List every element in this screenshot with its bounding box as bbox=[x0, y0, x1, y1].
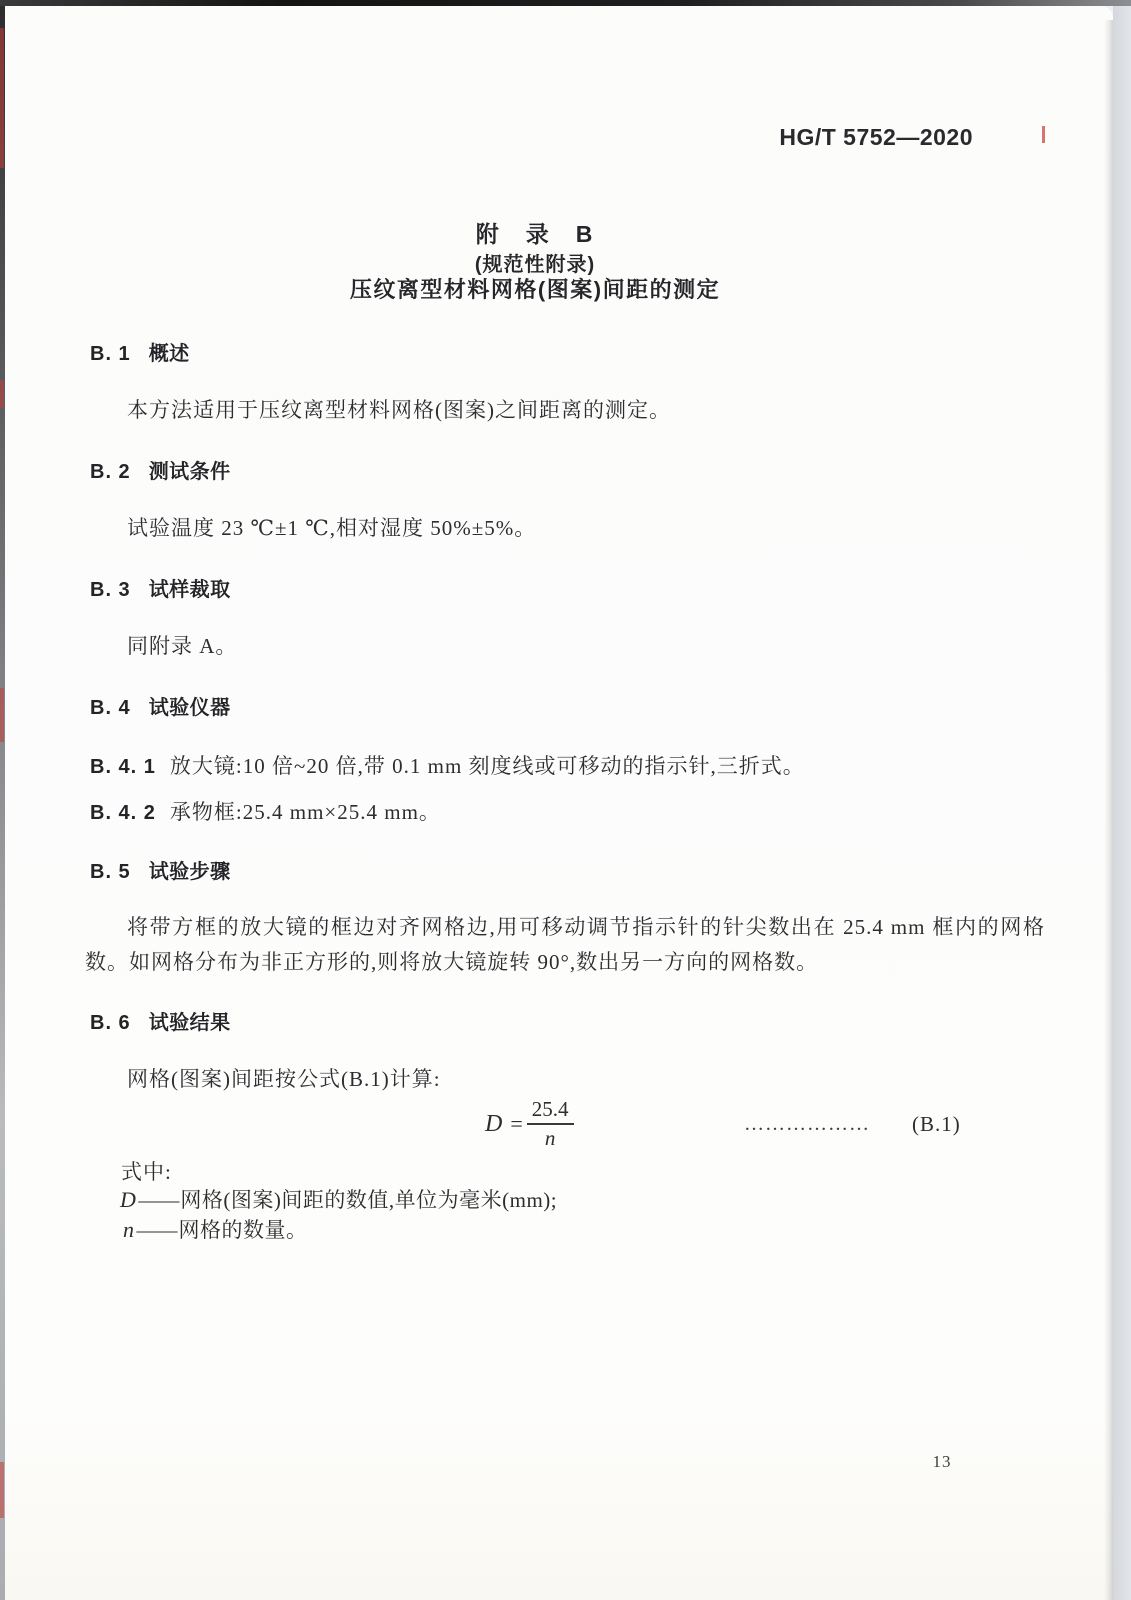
scan-red-mark bbox=[0, 28, 4, 168]
scan-edge-top bbox=[0, 0, 1131, 6]
section-heading-b3 bbox=[90, 573, 231, 602]
paragraph: 网格(图案)间距按公式(B.1)计算: bbox=[127, 1067, 441, 1091]
where-item-d bbox=[120, 1184, 557, 1214]
page-number: 13 bbox=[932, 1452, 952, 1471]
paragraph: 本方法适用于压纹离型材料网格(图案)之间距离的测定。 bbox=[127, 398, 671, 422]
symbol-description: 网格(图案)间距的数值,单位为毫米(mm); bbox=[180, 1188, 558, 1212]
dash: —— bbox=[136, 1218, 177, 1242]
symbol-description: 网格的数量。 bbox=[178, 1218, 308, 1242]
section-heading-b1 bbox=[90, 337, 190, 366]
formula-b1 bbox=[485, 1097, 574, 1151]
formula-dot-leader: ……………… bbox=[744, 1113, 870, 1135]
formula-label: (B.1) bbox=[912, 1112, 961, 1136]
fraction bbox=[527, 1097, 574, 1151]
scan-red-mark bbox=[0, 688, 4, 742]
section-number: B. 4 bbox=[90, 697, 131, 719]
standard-number-header: HG/T 5752—2020 bbox=[779, 124, 973, 150]
section-number: B. 1 bbox=[90, 343, 131, 365]
paragraph: 将带方框的放大镜的框边对齐网格边,用可移动调节指示针的针尖数出在 25.4 mm 框内的网格数。如网格分布为非正方形的,则将放大镜旋转 90°,数出另一方向的网格数。 bbox=[85, 915, 1045, 974]
equals-sign: = bbox=[510, 1111, 523, 1136]
clause-text: 放大镜:10 倍~20 倍,带 0.1 mm 刻度线或可移动的指示针,三折式。 bbox=[169, 754, 805, 778]
clause-number: B. 4. 2 bbox=[90, 802, 156, 824]
section-heading-b4 bbox=[90, 691, 231, 720]
section-number: B. 2 bbox=[90, 461, 131, 483]
scan-red-mark bbox=[0, 1462, 4, 1518]
section-title: 试样裁取 bbox=[148, 579, 231, 601]
paragraph: 试验温度 23 ℃±1 ℃,相对湿度 50%±5%。 bbox=[127, 516, 537, 540]
section-heading-b2 bbox=[90, 455, 231, 484]
clause-b42 bbox=[90, 796, 441, 826]
section-title: 试验仪器 bbox=[148, 697, 231, 719]
section-number: B. 6 bbox=[90, 1012, 131, 1034]
scan-edge-left bbox=[0, 0, 5, 1600]
scan-edge-right bbox=[1113, 0, 1131, 1600]
paper-edge-shadow bbox=[1104, 20, 1113, 1600]
clause-number: B. 4. 1 bbox=[90, 756, 156, 778]
clause-b41 bbox=[90, 750, 805, 780]
where-intro: 式中: bbox=[121, 1160, 172, 1184]
dash: —— bbox=[138, 1188, 179, 1212]
section-title: 试验结果 bbox=[148, 1012, 231, 1034]
appendix-name: 压纹离型材料网格(图案)间距的测定 bbox=[349, 277, 721, 302]
clause-text: 承物框:25.4 mm×25.4 mm。 bbox=[169, 800, 441, 824]
fraction-numerator: 25.4 bbox=[527, 1097, 574, 1125]
appendix-subtitle: (规范性附录) bbox=[474, 254, 596, 276]
fraction-denominator: n bbox=[544, 1126, 556, 1150]
where-item-n bbox=[123, 1214, 308, 1244]
symbol: n bbox=[123, 1217, 135, 1242]
scan-red-mark bbox=[0, 380, 4, 408]
section-number: B. 3 bbox=[90, 579, 131, 601]
paragraph: 同附录 A。 bbox=[127, 634, 238, 658]
section-heading-b6 bbox=[90, 1006, 231, 1035]
section-heading-b5 bbox=[90, 855, 231, 884]
section-title: 试验步骤 bbox=[148, 861, 231, 883]
appendix-title: 附 录 B bbox=[475, 221, 595, 247]
formula-lhs: D bbox=[485, 1110, 503, 1137]
scan-red-mark bbox=[1042, 126, 1045, 143]
section-title: 概述 bbox=[148, 343, 190, 365]
symbol: D bbox=[120, 1187, 137, 1212]
section-number: B. 5 bbox=[90, 861, 131, 883]
section-title: 测试条件 bbox=[148, 461, 231, 483]
